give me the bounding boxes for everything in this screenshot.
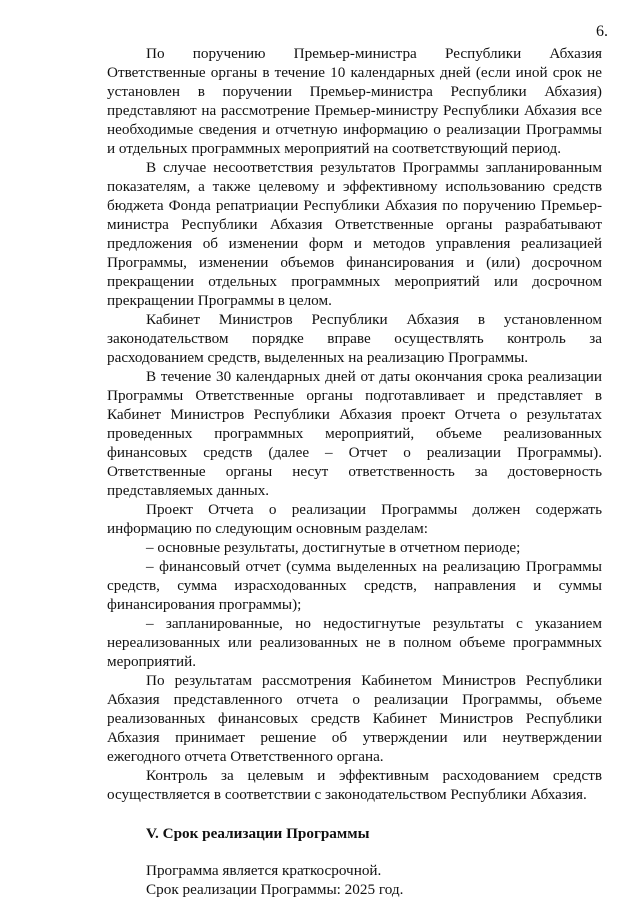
paragraph-cabinet-control: Кабинет Министров Республики Абхазия в установленном законодательством порядке вправе осуществлять контроль за расходованием средств, выделенных на реализацию Программы. [107, 311, 602, 366]
paragraph-cabinet-decision: По результатам рассмотрения Кабинетом Министров Республики Абхазия представленного отчета о реализации Программы, объеме реализованных финансовых средств Кабинет Министров Республики Абхазия принимает решение об утверждении или неутверждении ежегодного отчета Ответственного органа. [107, 672, 602, 765]
list-item-main-results: – основные результаты, достигнутые в отчетном периоде; [146, 539, 521, 556]
paragraph-report-contents: Проект Отчета о реализации Программы должен содержать информацию по следующим основным разделам: [107, 501, 602, 537]
paragraph-mismatch-results: В случае несоответствия результатов Программы запланированным показателям, а также целевому и эффективному использованию средств бюджета Фонда репатриации Республики Абхазия по поручению Премьер-министра Республики Абхазия Ответственные органы разрабатывают предложения об изменении форм и методов управления реализацией Программы, изменении объемов финансирования и (или) досрочном прекращении отдельных программных мероприятий или досрочном прекращении Программы в целом. [107, 159, 602, 309]
document-body [107, 44, 602, 899]
page-number: 6. [596, 23, 608, 40]
paragraph-final-report: В течение 30 календарных дней от даты окончания срока реализации Программы Ответственные органы подготавливает и представляет в Кабинет Министров Республики Абхазия проект Отчета о результатах проведенных программных мероприятий, объеме реализованных финансовых средств (далее – Отчет о реализации Программы). Ответственные органы несут ответственность за достоверность представляемых данных. [107, 368, 602, 499]
list-item-unachieved-results: – запланированные, но недостигнутые результаты с указанием нереализованных или реализованных не в полном объеме программных мероприятий. [107, 615, 602, 670]
paragraph-report-on-request: По поручению Премьер-министра Республики Абхазия Ответственные органы в течение 10 календарных дней (если иной срок не установлен в поручении Премьер-министра Республики Абхазия) представляют на рассмотрение Премьер-министру Республики Абхазия все необходимые сведения и отчетную информацию о реализации Программы и отдельных программных мероприятий на соответствующий период. [107, 45, 602, 157]
program-type-line: Программа является краткосрочной. [146, 862, 382, 879]
section-heading-program-term: V. Срок реализации Программы [146, 825, 370, 842]
paragraph-spending-control: Контроль за целевым и эффективным расходованием средств осуществляется в соответствии с законодательством Республики Абхазия. [107, 767, 602, 803]
program-term-line: Срок реализации Программы: 2025 год. [146, 881, 404, 898]
list-item-financial-report: – финансовый отчет (сумма выделенных на реализацию Программы средств, сумма израсходованных средств, направления и суммы финансирования программы); [107, 558, 602, 613]
